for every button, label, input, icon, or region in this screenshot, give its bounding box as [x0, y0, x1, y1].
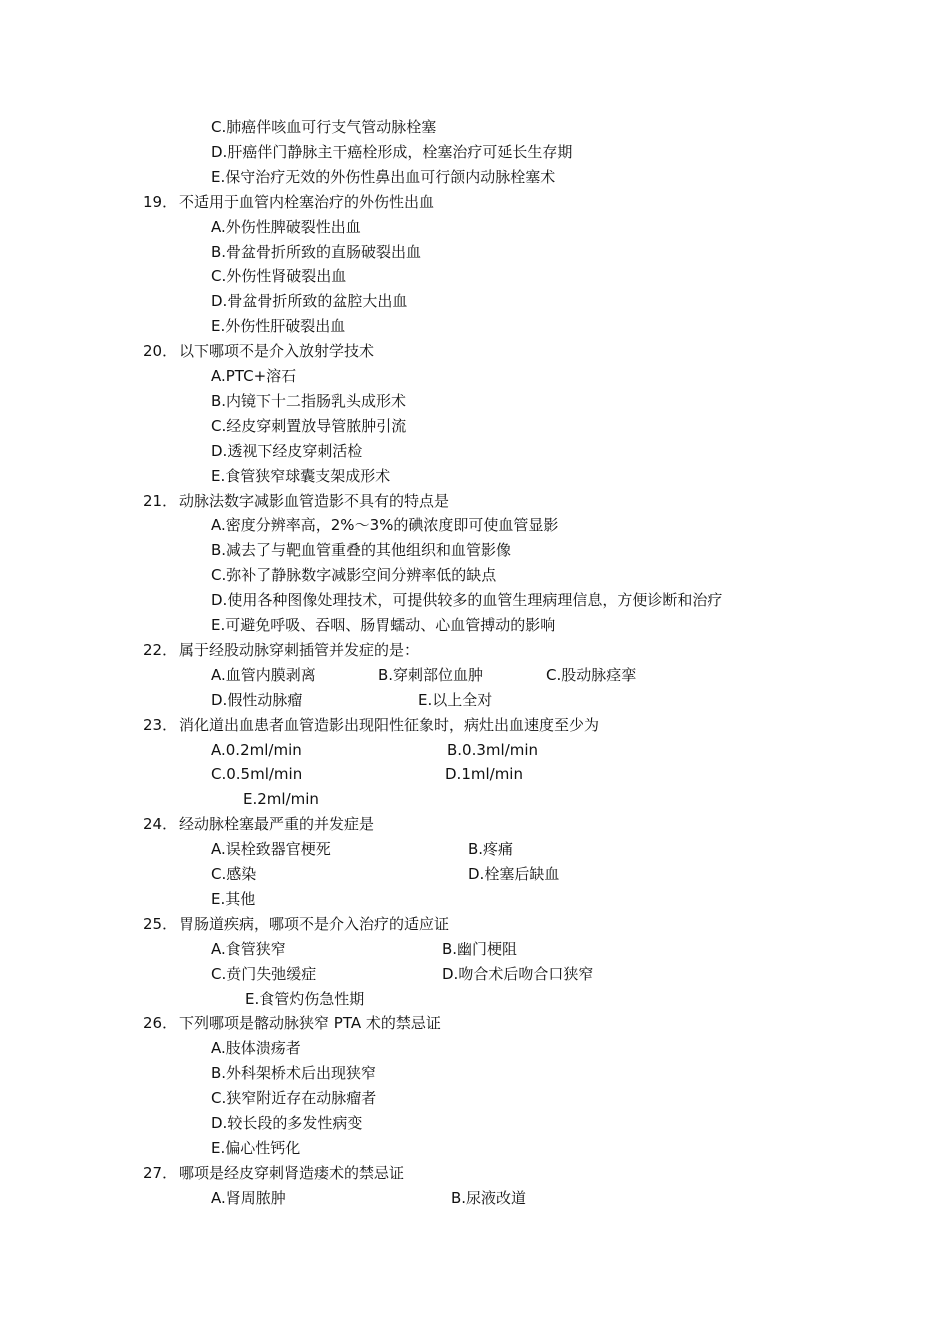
question-text: 属于经股动脉穿刺插管并发症的是： — [179, 640, 420, 659]
option-line — [211, 389, 406, 414]
option-text: D.较长段的多发性病变 — [211, 1114, 363, 1132]
question-line — [143, 812, 374, 837]
option-line — [211, 688, 861, 713]
option-line — [211, 563, 496, 588]
question-text: 哪项是经皮穿刺肾造瘘术的禁忌证 — [179, 1163, 405, 1182]
question-text: 下列哪项是髂动脉狭窄 PTA 术的禁忌证 — [179, 1014, 441, 1033]
option-text: A.密度分辨率高，2%～3%的碘浓度即可使血管显影 — [211, 516, 559, 535]
question-number: 20． — [143, 342, 178, 361]
option-text: B.内镜下十二指肠乳头成形术 — [211, 391, 407, 410]
option-text: B.外科架桥术后出现狭窄 — [211, 1064, 377, 1083]
option-text: A.PTC+溶石 — [211, 367, 297, 385]
option-text: D.骨盆骨折所致的盆腔大出血 — [211, 292, 408, 311]
question-number: 26． — [143, 1014, 178, 1033]
question-text: 动脉法数字减影血管造影不具有的特点是 — [179, 491, 450, 510]
option-text: B.幽门梗阻 — [442, 939, 518, 958]
option-line — [211, 962, 861, 987]
option-text: E.2ml/min — [243, 790, 319, 809]
option-line — [211, 787, 861, 812]
option-text: B.疼痛 — [468, 840, 514, 859]
option-line — [211, 887, 255, 912]
question-number: 22． — [143, 640, 178, 659]
option-line — [211, 364, 296, 389]
question-number: 25． — [143, 914, 178, 933]
option-text: C.感染 — [211, 865, 257, 883]
option-line — [211, 613, 555, 638]
option-line — [211, 1061, 376, 1086]
option-text: E.以上全对 — [418, 690, 493, 709]
question-number: 27． — [143, 1163, 178, 1182]
option-line — [211, 1086, 376, 1111]
option-text: D.肝癌伴门静脉主干癌栓形成，栓塞治疗可延长生存期 — [211, 142, 573, 161]
option-text: D.吻合术后吻合口狭窄 — [442, 964, 594, 983]
option-text: B.0.3ml/min — [447, 740, 539, 759]
option-text: E.食管狭窄球囊支架成形术 — [211, 466, 391, 485]
option-text: E.偏心性钙化 — [211, 1138, 301, 1157]
option-text: B.穿刺部位血肿 — [378, 665, 484, 684]
option-text: D.假性动脉瘤 — [211, 690, 303, 709]
option-text: C.贲门失弛缓症 — [211, 964, 317, 983]
option-text: A.血管内膜剥离 — [211, 665, 316, 684]
option-line — [211, 862, 861, 887]
option-line — [211, 264, 346, 289]
option-text: A.肢体溃疡者 — [211, 1039, 301, 1058]
question-text: 不适用于血管内栓塞治疗的外伤性出血 — [179, 192, 435, 211]
option-text: D.使用各种图像处理技术，可提供较多的血管生理病理信息，方便诊断和治疗 — [211, 591, 723, 610]
question-text: 胃肠道疾病，哪项不是介入治疗的适应证 — [179, 914, 450, 933]
option-line — [211, 1136, 300, 1161]
option-text: C.经皮穿刺置放导管脓肿引流 — [211, 416, 407, 435]
question-line — [143, 190, 434, 215]
option-text: A.误栓致器官梗死 — [211, 840, 331, 859]
option-text: B.骨盆骨折所致的直肠破裂出血 — [211, 242, 422, 261]
option-line — [211, 464, 390, 489]
option-text: A.食管狭窄 — [211, 939, 286, 958]
question-number: 24． — [143, 815, 178, 834]
option-line — [211, 837, 861, 862]
option-line — [211, 140, 572, 165]
option-text: C.股动脉痉挛 — [546, 665, 637, 684]
option-text: E.食管灼伤急性期 — [245, 989, 365, 1008]
option-line — [211, 165, 555, 190]
option-line — [211, 115, 436, 140]
question-number: 19． — [143, 192, 178, 211]
option-line — [211, 588, 722, 613]
question-text: 经动脉栓塞最严重的并发症是 — [179, 815, 375, 834]
option-text: E.其他 — [211, 889, 256, 908]
question-line — [143, 339, 374, 364]
option-text: D.1ml/min — [445, 765, 523, 784]
question-line — [143, 1011, 441, 1036]
option-line — [211, 987, 861, 1012]
option-text: D.透视下经皮穿刺活检 — [211, 441, 363, 460]
option-text: C.狭窄附近存在动脉瘤者 — [211, 1089, 377, 1108]
option-text: A.肾周脓肿 — [211, 1188, 286, 1207]
option-line — [211, 289, 407, 314]
option-line — [211, 240, 421, 265]
option-line — [211, 762, 861, 787]
option-line — [211, 215, 361, 240]
question-text: 消化道出血患者血管造影出现阳性征象时，病灶出血速度至少为 — [179, 715, 600, 734]
option-line — [211, 937, 861, 962]
option-text: D.栓塞后缺血 — [468, 865, 560, 883]
option-text: C.0.5ml/min — [211, 765, 303, 784]
option-line — [211, 738, 861, 763]
option-line — [211, 663, 861, 688]
question-line — [143, 638, 419, 663]
option-text: A.0.2ml/min — [211, 740, 302, 759]
option-text: E.外伤性肝破裂出血 — [211, 317, 346, 336]
option-line — [211, 538, 511, 563]
option-line — [211, 513, 558, 538]
question-number: 23． — [143, 715, 178, 734]
option-text: B.尿液改道 — [451, 1188, 527, 1207]
option-text: E.可避免呼吸、吞咽、肠胃蠕动、心血管搏动的影响 — [211, 616, 556, 634]
option-text: C.外伤性肾破裂出血 — [211, 267, 347, 286]
question-line — [143, 912, 449, 937]
option-text: E.保守治疗无效的外伤性鼻出血可行颌内动脉栓塞术 — [211, 167, 556, 186]
question-line — [143, 1161, 404, 1186]
question-number: 21． — [143, 491, 178, 510]
option-line — [211, 1036, 301, 1061]
option-line — [211, 314, 345, 339]
question-line — [143, 713, 599, 738]
option-text: C.肺癌伴咳血可行支气管动脉栓塞 — [211, 118, 437, 136]
option-text: C.弥补了静脉数字减影空间分辨率低的缺点 — [211, 566, 497, 585]
option-line — [211, 414, 406, 439]
option-line — [211, 1111, 362, 1136]
question-text: 以下哪项不是介入放射学技术 — [179, 342, 375, 361]
option-line — [211, 1186, 861, 1211]
option-text: A.外伤性脾破裂性出血 — [211, 217, 361, 236]
question-line — [143, 489, 449, 514]
option-line — [211, 439, 362, 464]
option-text: B.减去了与靶血管重叠的其他组织和血管影像 — [211, 541, 512, 560]
